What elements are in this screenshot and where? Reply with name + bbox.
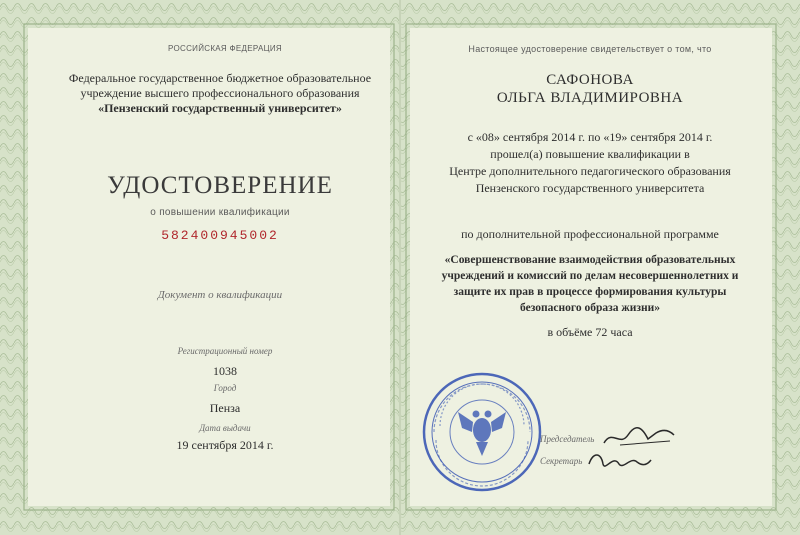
intro-text: Настоящее удостоверение свидетельствует о том, что — [468, 44, 712, 54]
passed-text: прошел(а) повышение квалификации в — [490, 147, 690, 161]
center-line-2: Пензенского государственного университета — [475, 181, 705, 195]
volume-hours: в объёме 72 часа — [547, 325, 633, 339]
program-intro: по дополнительной профессиональной программе — [461, 227, 719, 241]
reg-number-value: 1038 — [213, 364, 237, 378]
city-label: Город — [213, 383, 237, 393]
program-line-1: «Совершенствование взаимодействия образовательных — [444, 254, 736, 266]
chair-signature — [600, 425, 680, 451]
holder-name: ОЛЬГА ВЛАДИМИРОВНА — [496, 90, 684, 106]
chair-label: Председатель — [540, 434, 595, 444]
center-fold — [399, 0, 401, 535]
document-subtitle: о повышении квалификации — [150, 207, 290, 218]
institution-line-3: «Пензенский государственный университет» — [98, 101, 342, 115]
city-value: Пенза — [209, 401, 241, 415]
issue-date-label: Дата выдачи — [199, 423, 251, 433]
center-line-1: Центре дополнительного педагогического образования — [449, 164, 731, 178]
course-dates: с «08» сентября 2014 г. по «19» сентября 2014 г. — [467, 130, 713, 144]
document-type-label: Документ о квалификации — [157, 289, 283, 301]
secretary-signature — [585, 450, 655, 474]
program-line-4: безопасного образа жизни» — [520, 302, 660, 314]
reg-number-label: Регистрационный номер — [177, 346, 273, 356]
document-title: УДОСТОВЕРЕНИЕ — [107, 172, 333, 199]
issue-date-value: 19 сентября 2014 г. — [176, 438, 274, 452]
institution-line-1: Федеральное государственное бюджетное образовательное — [68, 71, 372, 85]
holder-surname: САФОНОВА — [546, 72, 634, 88]
serial-number: 582400945002 — [161, 228, 279, 243]
institution-line-2: учреждение высшего профессионального образования — [80, 86, 360, 100]
program-line-3: защите их прав в процессе формирования культуры — [453, 286, 727, 298]
secretary-label: Секретарь — [540, 456, 583, 466]
country-label: РОССИЙСКАЯ ФЕДЕРАЦИЯ — [168, 44, 282, 53]
official-stamp — [420, 370, 544, 494]
program-line-2: учреждений и комиссий по делам несовершеннолетних и — [441, 270, 739, 282]
